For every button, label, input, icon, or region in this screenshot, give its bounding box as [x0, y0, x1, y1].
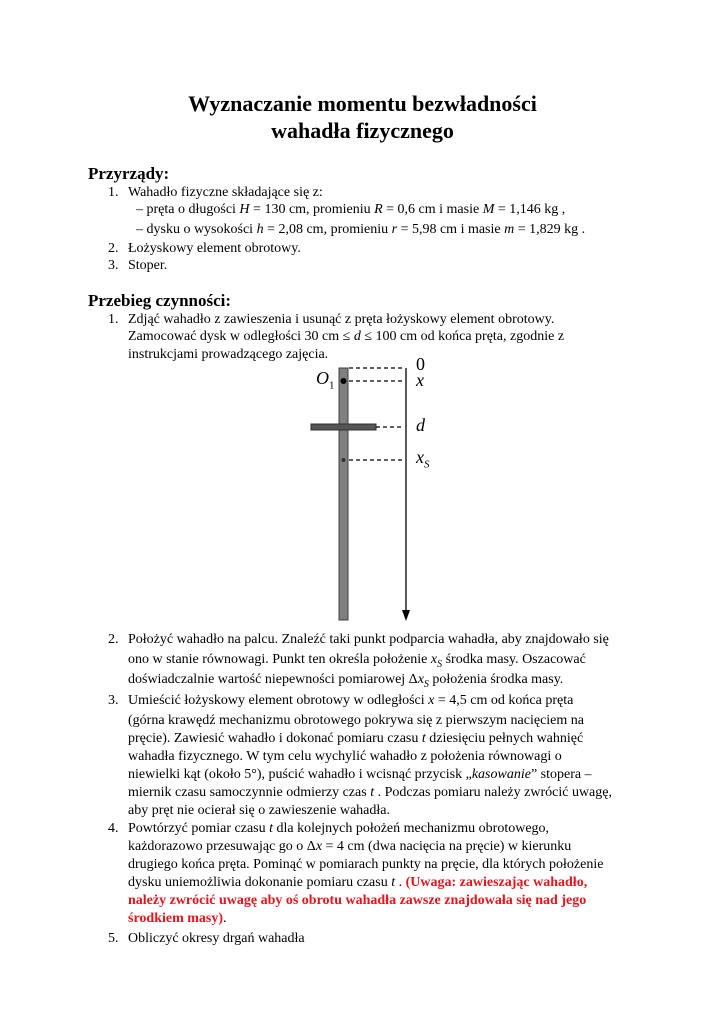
math-var: h	[256, 222, 264, 237]
subscript: S	[437, 658, 443, 670]
list-number: 1.	[108, 185, 119, 200]
math-var: r	[391, 222, 398, 237]
text: = 4 cm (dwa nacięcia na pręcie) w kierunku	[322, 839, 572, 854]
math-var: t	[391, 875, 396, 890]
math-var: x	[416, 447, 424, 467]
math-var: x	[430, 652, 438, 667]
text: i masie	[435, 202, 483, 217]
step4-line4	[128, 874, 587, 891]
axis-label-zero: 0	[416, 354, 425, 374]
section-heading-procedure: Przebieg czynności:	[88, 291, 232, 310]
list-item: Wahadło fizyczne składające się z:	[128, 185, 323, 200]
list-number: 3.	[108, 693, 119, 708]
math-var: R	[374, 202, 383, 217]
page-title-line1: Wyznaczanie momentu bezwładności	[188, 91, 537, 116]
list-number: 5.	[108, 931, 119, 946]
text: ≤ 100 cm od końca pręta, zgodnie z	[360, 329, 565, 344]
text: położenia środka masy.	[428, 672, 564, 687]
subscript: S	[424, 458, 430, 471]
list-number: 2.	[108, 241, 119, 256]
math-var: x	[417, 672, 424, 687]
text: – pręta o długości	[136, 202, 240, 217]
text: Powtórzyć pomiar czasu	[128, 821, 270, 836]
section-heading-instruments: Przyrządy:	[88, 164, 170, 183]
list-number: 1.	[108, 312, 119, 327]
text: , promieniu	[306, 202, 375, 217]
text: niewielki kąt (około 5°), puścić wahadło i wcisnąć przycisk „	[128, 767, 472, 782]
step2-line2	[128, 651, 586, 673]
text: Zamocować dysk w odległości 30 cm ≤	[128, 329, 354, 344]
text: miernik czasu samoczynnie odmierzy czas	[128, 785, 371, 800]
text: = 1,146 kg	[494, 202, 559, 217]
text: , promieniu	[323, 222, 392, 237]
step3-line3	[128, 730, 583, 747]
math-var: t	[370, 785, 375, 800]
step1-line1: Zdjąć wahadło z zawieszenia i usunąć z pręta łożyskowy element obrotowy.	[128, 312, 555, 327]
warning-text: środkiem masy)	[128, 911, 224, 926]
step5-line1: Obliczyć okresy drgań wahadła	[128, 931, 305, 946]
step4-line1	[128, 820, 549, 837]
page-title-line2: wahadła fizycznego	[271, 118, 454, 143]
text: dziesięciu pełnych wahnięć	[425, 731, 584, 746]
math-var: t	[421, 731, 426, 746]
text: = 0,6 cm	[382, 202, 436, 217]
text: .	[223, 911, 227, 926]
math-var: m	[504, 222, 515, 237]
text: ” stopera –	[530, 767, 592, 782]
step3-line2: (górna krawędź mechanizmu obrotowego pokrywa się z pierwszym nacięciem na	[128, 713, 584, 728]
axis-label-d: d	[416, 415, 425, 435]
text: .	[578, 222, 586, 237]
step3-line5	[128, 766, 592, 783]
math-var: x	[428, 693, 435, 708]
step2-line3	[128, 671, 563, 693]
math-var: M	[482, 202, 495, 217]
pivot-point	[341, 378, 347, 384]
pivot-label	[316, 370, 335, 395]
step4-line3: drugiego końca pręta. Pominąć w pomiarach punkty na pręcie, dla których położenie	[128, 857, 604, 872]
text: = 1,829 kg	[514, 222, 579, 237]
text: . Podczas pomiaru należy zwrócić uwagę,	[374, 785, 612, 800]
list-number: 2.	[108, 632, 119, 647]
text: Umieścić łożyskowy element obrotowy w odległości	[128, 693, 429, 708]
math-var: d	[353, 329, 361, 344]
text: środka masy. Oszacować	[442, 652, 586, 667]
step3-line6	[128, 784, 612, 801]
text: każdorazowo przesuwając go o Δ	[128, 839, 316, 854]
step4-line2	[128, 838, 571, 855]
step3-line7: aby pręt nie ocierał się o zawieszenie wahadła.	[128, 803, 390, 818]
step2-line1: Położyć wahadło na palcu. Znaleźć taki punkt podparcia wahadła, aby znajdowało się	[128, 632, 609, 647]
step3-line4: wahadła fizycznego. W tym celu wychylić wahadło z położenia równowagi o	[128, 749, 562, 764]
list-item: Stoper.	[128, 258, 168, 273]
text: = 2,08 cm	[263, 222, 324, 237]
center-of-mass-point	[342, 458, 346, 462]
text: doświadczalnie wartość niepewności pomiarowej Δ	[128, 672, 418, 687]
text: dysku uniemożliwia dokonanie pomiaru czasu	[128, 875, 392, 890]
text: = 130 cm	[249, 202, 307, 217]
step1-line3: instrukcjami prowadzącego zajęcia.	[128, 347, 329, 362]
text: ono w stanie równowagi. Punkt ten określa położenie	[128, 652, 431, 667]
text: – dysku o wysokości	[136, 222, 257, 237]
warning-text: należy zwrócić uwagę aby oś obrotu wahadła zawsze znajdowała się nad jego	[128, 893, 587, 908]
text: ,	[558, 202, 566, 217]
text: = 4,5 cm od końca pręta	[434, 693, 574, 708]
text: .	[395, 875, 406, 890]
text: dla kolejnych położeń mechanizmu obrotowego,	[273, 821, 550, 836]
math-var: x	[315, 839, 323, 854]
text: = 5,98 cm	[397, 222, 458, 237]
list-number: 4.	[108, 821, 119, 836]
subscript: S	[423, 678, 429, 690]
step4-line6	[128, 910, 227, 927]
list-item: Łożyskowy element obrotowy.	[128, 241, 301, 256]
math-var: t	[269, 821, 274, 836]
step3-line1	[128, 692, 573, 709]
math-var: O	[316, 368, 329, 388]
italic-text: kasowanie	[471, 767, 531, 782]
axis-label-xs	[416, 449, 430, 474]
warning-text: (Uwaga: zawieszając wahadło,	[405, 875, 588, 890]
arrow-down-icon	[402, 610, 410, 621]
list-number: 3.	[108, 258, 119, 273]
text: i masie	[457, 222, 505, 237]
disk	[311, 424, 376, 430]
axis-label-x: x	[416, 370, 424, 390]
subscript: 1	[329, 379, 335, 392]
text: pręcie). Zawiesić wahadło i dokonać pomiaru czasu	[128, 731, 422, 746]
math-var: H	[239, 202, 250, 217]
pendulum-rod	[339, 368, 348, 620]
